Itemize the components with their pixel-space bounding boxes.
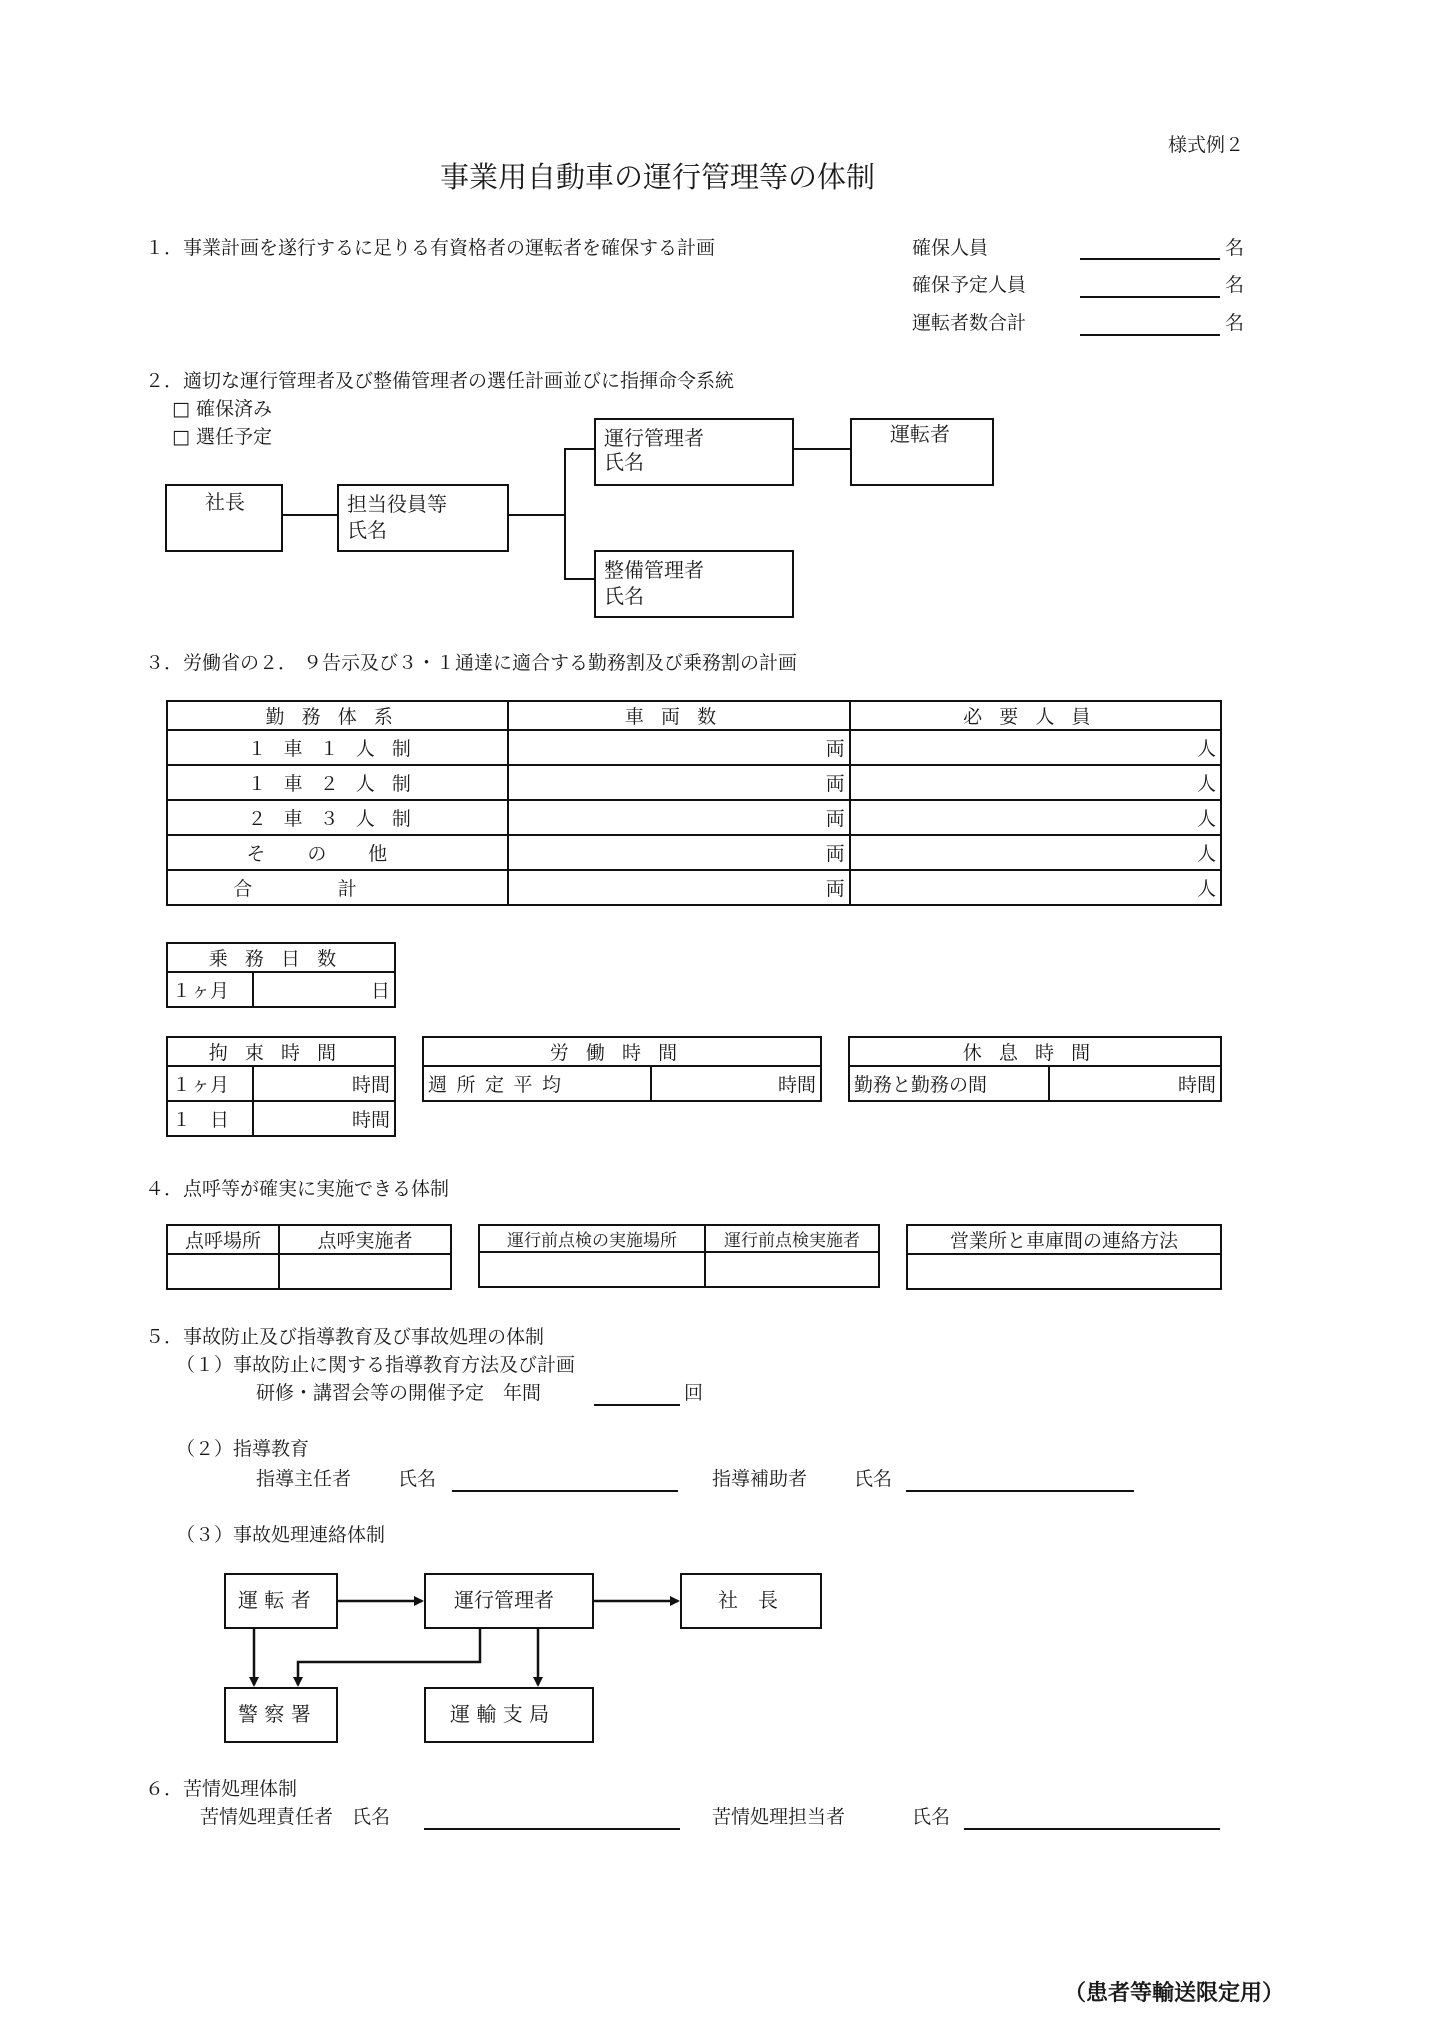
complaint-responsible-label: 苦情処理責任者 氏名 [200, 1806, 391, 1828]
complaint-responsible-name-field[interactable] [424, 1828, 680, 1830]
section5-sub3-heading: （３）事故処理連絡体制 [176, 1524, 386, 1546]
driver-total-label: 運転者数合計 [912, 312, 1027, 334]
contact-method-header: 営業所と車庫間の連絡方法 [907, 1225, 1221, 1254]
restraint-row-label: １ 日 [167, 1101, 253, 1136]
restraint-header: 拘束時間 [208, 1042, 354, 1064]
duty-row-label: その他 [246, 843, 429, 865]
org-maint-name: 氏名 [604, 584, 644, 608]
section4-heading: ４．点呼等が確実に実施できる体制 [145, 1178, 450, 1200]
seminar-plan-label: 研修・講習会等の開催予定 年間 [256, 1382, 542, 1404]
flow-ops-label: 運行管理者 [454, 1588, 554, 1612]
flow-police-label: 警 察 署 [238, 1702, 311, 1726]
duty-days-cell[interactable]: 日 [253, 972, 395, 1007]
assistant-instructor-name-label: 氏名 [854, 1468, 893, 1490]
complaint-staff-label: 苦情処理担当者 [712, 1806, 846, 1828]
page-title: 事業用自動車の運行管理等の体制 [440, 160, 876, 194]
rest-cell[interactable]: 時間 [1049, 1066, 1221, 1101]
section6-heading: ６．苦情処理体制 [145, 1778, 298, 1800]
planned-staff-label: 確保予定人員 [912, 274, 1027, 296]
org-officer-title: 担当役員等 [347, 492, 447, 516]
complaint-staff-name-label: 氏名 [912, 1806, 951, 1828]
chief-instructor-name-label: 氏名 [398, 1468, 437, 1490]
org-officer-name: 氏名 [347, 518, 387, 542]
duty-header-vehicles: 車両数 [624, 706, 734, 728]
duty-row-label: １車２人制 [247, 773, 428, 795]
labor-row-label: 週所定平均 [428, 1074, 571, 1096]
duty-staff-cell[interactable]: 人 [850, 835, 1221, 870]
section5-sub1-heading: （１）事故防止に関する指導教育方法及び計画 [176, 1354, 576, 1376]
org-maint-title: 整備管理者 [604, 558, 704, 582]
inspection-place-header: 運行前点検の実施場所 [479, 1225, 705, 1252]
duty-days-row-label: １ヶ月 [167, 972, 253, 1007]
duty-days-header: 乗務日数 [208, 948, 354, 970]
flow-driver-label: 運 転 者 [238, 1588, 311, 1612]
restraint-cell[interactable]: 時間 [253, 1101, 395, 1136]
labor-cell[interactable]: 時間 [651, 1066, 821, 1101]
section5-sub2-heading: （２）指導教育 [176, 1438, 310, 1460]
org-ops-name: 氏名 [604, 450, 644, 474]
duty-staff-cell[interactable]: 人 [850, 870, 1221, 905]
duty-vehicles-cell[interactable]: 両 [508, 800, 849, 835]
checkbox-secured[interactable]: □ 確保済み [172, 398, 272, 420]
secured-staff-label: 確保人員 [912, 237, 989, 259]
rest-header: 休息時間 [962, 1042, 1108, 1064]
duty-vehicles-cell[interactable]: 両 [508, 835, 849, 870]
driver-total-unit: 名 [1225, 312, 1245, 334]
duty-vehicles-cell[interactable]: 両 [508, 765, 849, 800]
inspection-executor-header: 運行前点検実施者 [705, 1225, 879, 1252]
section5-heading: ５．事故防止及び指導教育及び事故処理の体制 [145, 1326, 545, 1348]
chief-instructor-label: 指導主任者 [256, 1468, 352, 1490]
complaint-staff-name-field[interactable] [964, 1828, 1220, 1830]
duty-vehicles-cell[interactable]: 両 [508, 870, 849, 905]
roll-call-place-header: 点呼場所 [167, 1225, 279, 1254]
rest-row-label: 勤務と勤務の間 [849, 1066, 1049, 1101]
planned-staff-unit: 名 [1225, 274, 1245, 296]
duty-staff-cell[interactable]: 人 [850, 765, 1221, 800]
form-number: 様式例２ [1168, 134, 1245, 156]
restraint-row-label: １ヶ月 [167, 1066, 253, 1101]
assistant-instructor-label: 指導補助者 [712, 1468, 808, 1490]
duty-vehicles-cell[interactable]: 両 [508, 730, 849, 765]
secured-staff-unit: 名 [1225, 237, 1245, 259]
labor-header: 労働時間 [549, 1042, 695, 1064]
duty-staff-cell[interactable]: 人 [850, 730, 1221, 765]
restraint-cell[interactable]: 時間 [253, 1066, 395, 1101]
seminar-count-unit: 回 [684, 1382, 704, 1404]
checkbox-planned[interactable]: □ 選任予定 [172, 426, 272, 448]
duty-staff-cell[interactable]: 人 [850, 800, 1221, 835]
section2-heading: ２．適切な運行管理者及び整備管理者の選任計画並びに指揮命令系統 [145, 370, 735, 392]
duty-header-staff: 必要人員 [963, 706, 1108, 728]
duty-row-label: ２車３人制 [247, 808, 428, 830]
section3-heading: ３．労働省の２． ９告示及び３・１通達に適合する勤務割及び乗務割の計画 [145, 652, 798, 674]
duty-row-label: 合計 [233, 878, 443, 900]
duty-header-system: 勤務体系 [265, 706, 410, 728]
duty-row-label: １車１人制 [247, 738, 428, 760]
footer-note: （患者等輸送限定用） [1064, 1981, 1285, 2006]
section1-heading: １．事業計画を遂行するに足りる有資格者の運転者を確保する計画 [145, 237, 716, 259]
flow-bureau-label: 運 輸 支 局 [450, 1702, 550, 1726]
org-driver-label: 運転者 [890, 422, 950, 446]
roll-call-executor-header: 点呼実施者 [279, 1225, 451, 1254]
org-ops-title: 運行管理者 [604, 426, 704, 450]
flow-president-label: 社 長 [718, 1588, 778, 1612]
org-president-label: 社長 [205, 490, 245, 514]
